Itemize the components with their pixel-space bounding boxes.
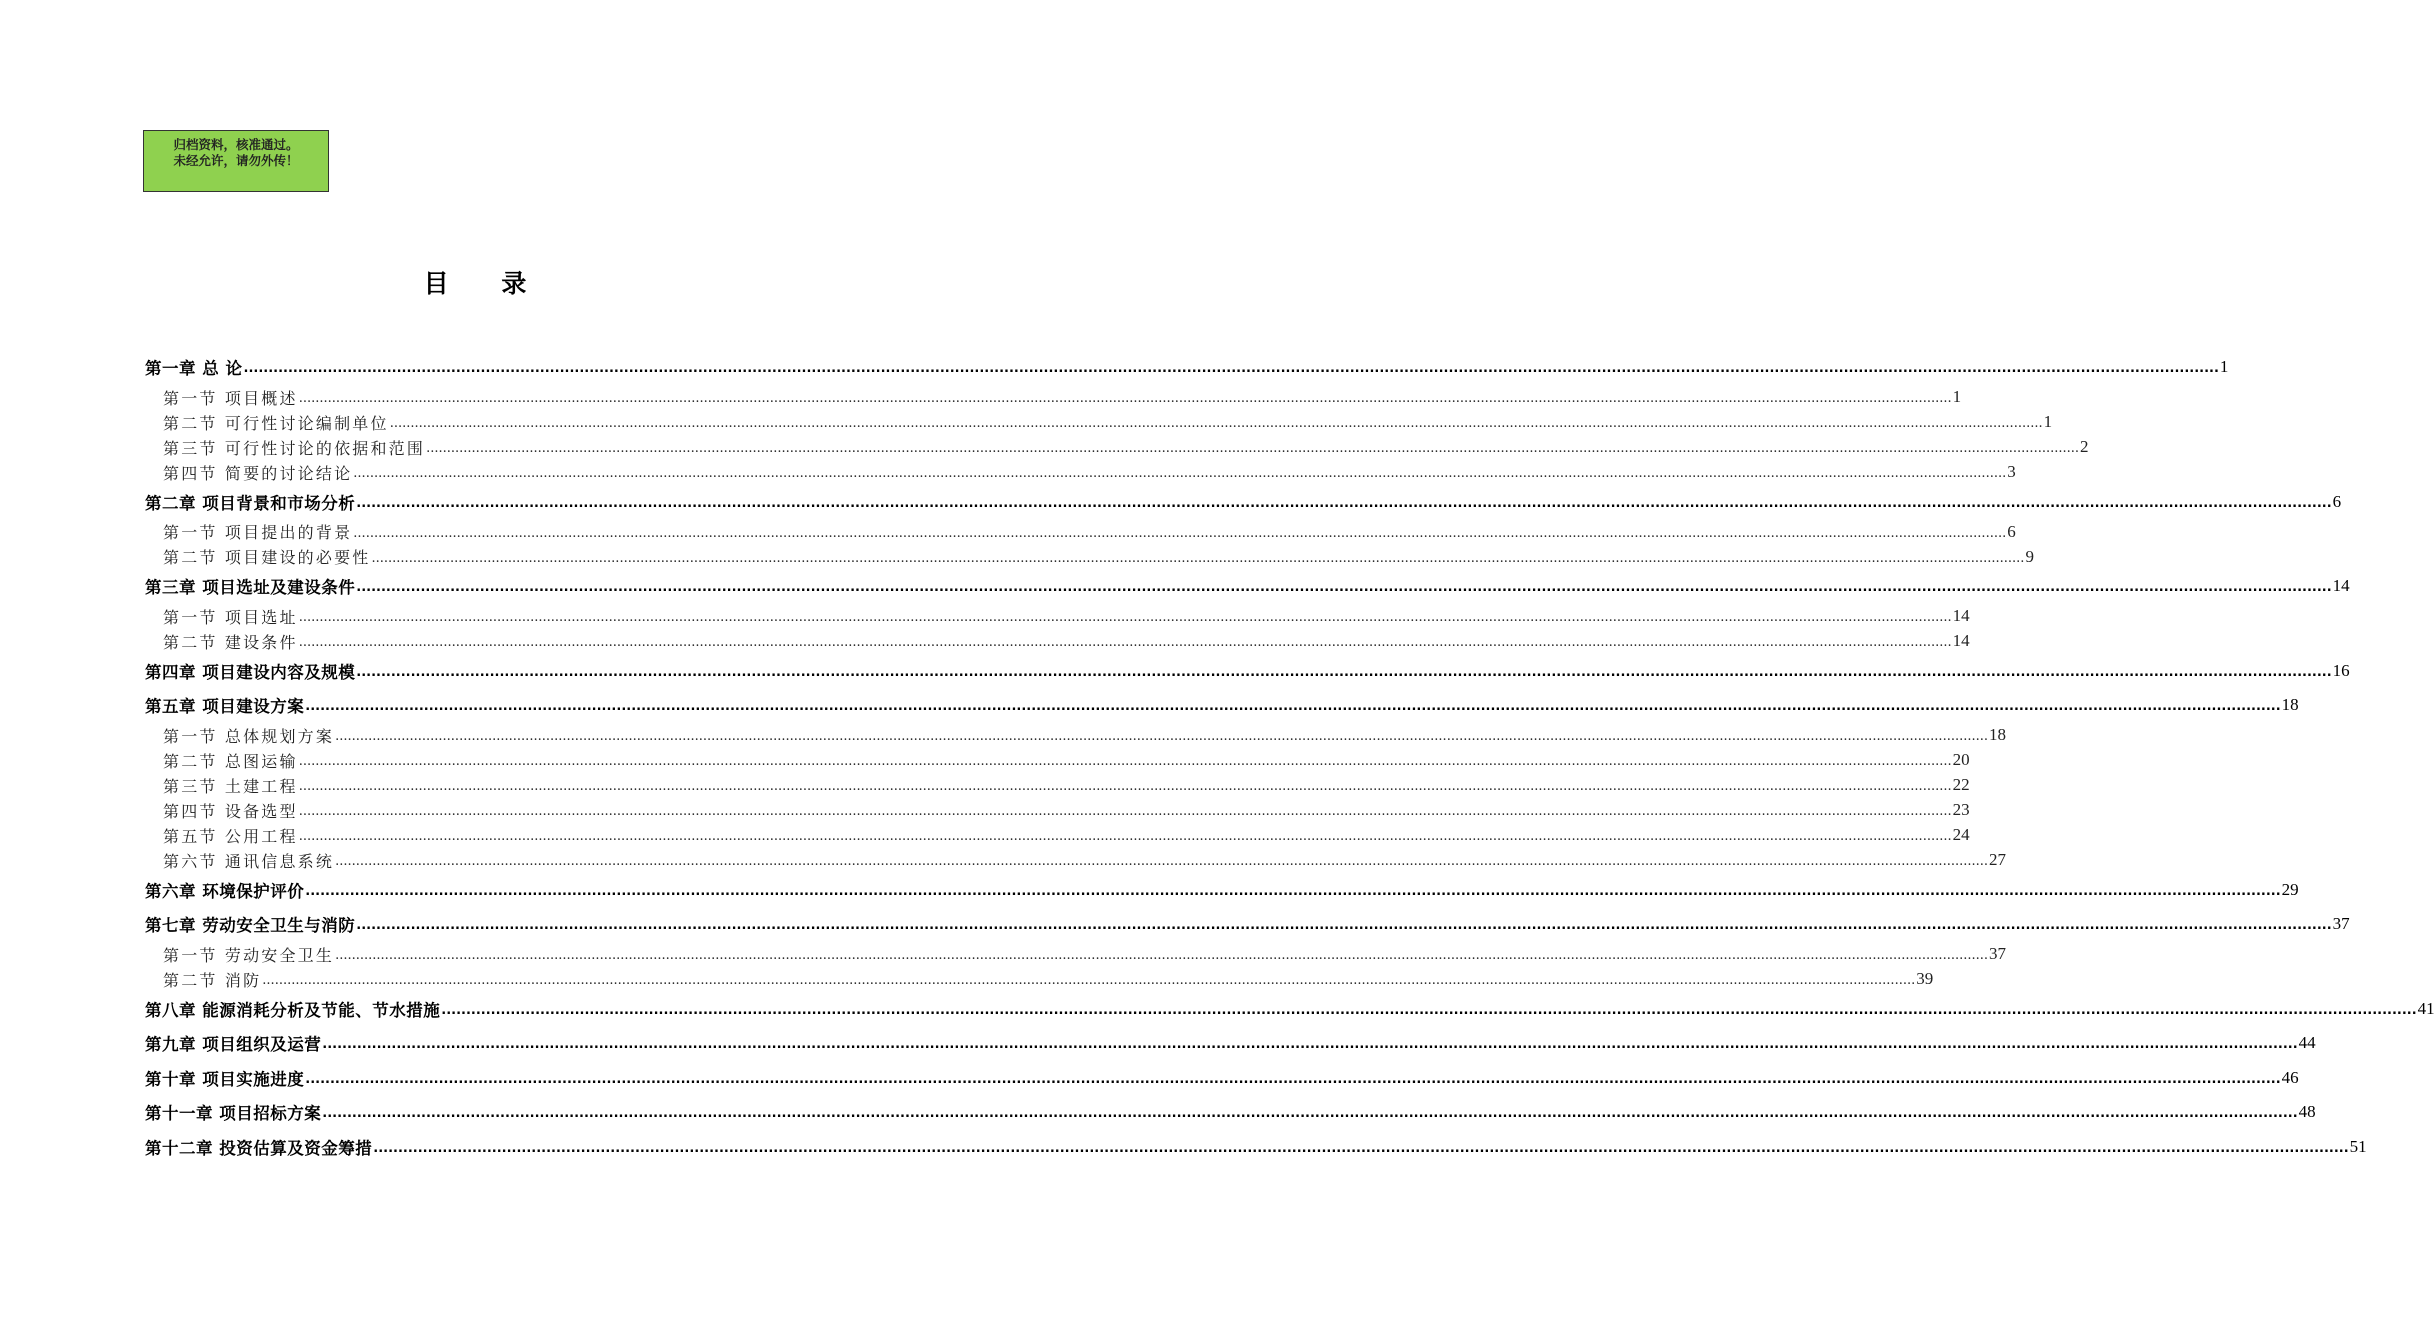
toc-section-entry[interactable] [145, 942, 2007, 967]
toc-dot-leader: ................................................................................................................................................................................................................................................................................................................................................................................................................ [335, 948, 1989, 963]
toc-dot-leader: ................................................................................................................................................................................................................................................................................................................................................................................................................ [298, 391, 1952, 406]
toc-section-entry[interactable] [145, 823, 1970, 848]
toc-entry-label: 第十二章 投资估算及资金筹措 [145, 1138, 373, 1158]
toc-section-entry[interactable] [145, 629, 1970, 654]
toc-section-entry[interactable] [145, 519, 2016, 544]
toc-entry-label: 第二节 可行性讨论编制单位 [163, 413, 389, 433]
toc-page-number: 41 [2417, 998, 2435, 1018]
toc-entry-label: 第五节 公用工程 [163, 826, 298, 846]
toc-section-entry[interactable] [145, 604, 1970, 629]
toc-dot-leader: ................................................................................................................................................................................................................................................................................................................................................................................................................ [356, 918, 2332, 934]
toc-page-number: 6 [2007, 521, 2016, 541]
toc-page-number: 29 [2281, 879, 2299, 899]
toc-entry-label: 第九章 项目组织及运营 [145, 1035, 322, 1055]
toc-section-entry[interactable] [145, 773, 1970, 798]
toc-page-number: 14 [2332, 576, 2350, 596]
toc-page-number: 2 [2080, 437, 2089, 456]
toc-dot-leader: ................................................................................................................................................................................................................................................................................................................................................................................................................ [298, 779, 1952, 794]
toc-section-entry[interactable] [145, 385, 1962, 410]
toc-entry-label: 第一节 项目提出的背景 [163, 523, 353, 542]
toc-entry-label: 第十章 项目实施进度 [145, 1069, 305, 1089]
toc-section-entry[interactable] [145, 798, 1970, 823]
archive-stamp [143, 130, 329, 192]
toc-page-number: 37 [1989, 944, 2007, 963]
toc-page-number: 3 [2007, 462, 2016, 481]
toc-entry-label: 第四节 设备选型 [163, 801, 298, 821]
toc-page-number: 22 [1952, 775, 1970, 794]
toc-page-number: 6 [2332, 491, 2342, 511]
toc-dot-leader: ................................................................................................................................................................................................................................................................................................................................................................................................................ [322, 1037, 2298, 1053]
toc-dot-leader: ................................................................................................................................................................................................................................................................................................................................................................................................................ [322, 1106, 2298, 1122]
toc-dot-leader: ................................................................................................................................................................................................................................................................................................................................................................................................................ [353, 525, 2007, 541]
toc-entry-label: 第一节 总体规划方案 [163, 726, 335, 746]
toc-section-entry[interactable] [145, 410, 2053, 435]
toc-dot-leader: ................................................................................................................................................................................................................................................................................................................................................................................................................ [262, 973, 1916, 988]
toc-chapter-entry[interactable] [145, 654, 2350, 689]
page-title: 目 录 [423, 269, 549, 298]
toc-chapter-entry[interactable] [145, 569, 2350, 604]
toc-page-number: 14 [1952, 631, 1970, 650]
toc-chapter-entry[interactable] [145, 688, 2299, 723]
toc-dot-leader: ................................................................................................................................................................................................................................................................................................................................................................................................................ [298, 635, 1952, 650]
toc-entry-label: 第二节 消防 [163, 970, 262, 990]
toc-entry-label: 第四章 项目建设内容及规模 [145, 662, 356, 682]
toc-chapter-entry[interactable] [145, 1130, 2367, 1165]
toc-dot-leader: ................................................................................................................................................................................................................................................................................................................................................................................................................ [389, 416, 2043, 431]
toc-page-number: 18 [1989, 725, 2007, 744]
toc-entry-label: 第六章 环境保护评价 [145, 881, 305, 901]
toc-page-number: 20 [1952, 750, 1970, 769]
toc-entry-label: 第六节 通讯信息系统 [163, 851, 335, 871]
toc-entry-label: 第七章 劳动安全卫生与消防 [145, 916, 356, 936]
toc-dot-leader: ................................................................................................................................................................................................................................................................................................................................................................................................................ [298, 610, 1952, 625]
toc-section-entry[interactable] [145, 435, 2089, 460]
toc-entry-label: 第一节 项目选址 [163, 607, 298, 627]
toc-entry-label: 第二节 总图运输 [163, 751, 298, 771]
toc-dot-leader: ................................................................................................................................................................................................................................................................................................................................................................................................................ [298, 804, 1952, 819]
toc-dot-leader: ................................................................................................................................................................................................................................................................................................................................................................................................................ [353, 466, 2007, 481]
toc-dot-leader: ................................................................................................................................................................................................................................................................................................................................................................................................................ [371, 550, 2025, 566]
toc-page-number: 14 [1952, 606, 1970, 625]
toc-entry-label: 第一节 项目概述 [163, 388, 298, 408]
toc-chapter-entry[interactable] [145, 1026, 2316, 1061]
toc-dot-leader: ................................................................................................................................................................................................................................................................................................................................................................................................................ [356, 495, 2332, 511]
toc-entry-label: 第十一章 项目招标方案 [145, 1104, 322, 1124]
toc-section-entry[interactable] [145, 460, 2016, 485]
toc-entry-label: 第四节 简要的讨论结论 [163, 463, 353, 483]
toc-dot-leader: ................................................................................................................................................................................................................................................................................................................................................................................................................ [298, 754, 1952, 769]
toc-page-number: 16 [2332, 660, 2350, 680]
toc-page-number: 24 [1952, 825, 1970, 844]
toc-entry-label: 第一章 总 论 [145, 359, 243, 379]
toc-section-entry[interactable] [145, 848, 2007, 873]
toc-page-number: 46 [2281, 1067, 2299, 1087]
toc-entry-label: 第三节 可行性讨论的依据和范围 [163, 438, 426, 458]
toc-section-entry[interactable] [145, 723, 2007, 748]
toc-dot-leader: ................................................................................................................................................................................................................................................................................................................................................................................................................ [335, 729, 1989, 744]
toc-entry-label: 第二章 项目背景和市场分析 [145, 493, 356, 513]
toc-page-number: 37 [2332, 914, 2350, 934]
toc-chapter-entry[interactable] [145, 992, 2435, 1027]
toc-page-number: 1 [2043, 412, 2053, 431]
toc-chapter-entry[interactable] [145, 907, 2350, 942]
toc-section-entry[interactable] [145, 544, 2034, 569]
toc-chapter-entry[interactable] [145, 485, 2342, 520]
toc-section-entry[interactable] [145, 967, 1934, 992]
toc-page-number: 23 [1952, 800, 1970, 819]
toc-dot-leader: ................................................................................................................................................................................................................................................................................................................................................................................................................ [373, 1140, 2349, 1156]
toc-dot-leader: ................................................................................................................................................................................................................................................................................................................................................................................................................ [441, 1002, 2417, 1018]
toc-page-number: 1 [2219, 357, 2229, 377]
toc-page-number: 18 [2281, 695, 2299, 715]
toc-chapter-entry[interactable] [145, 1061, 2299, 1096]
toc-entry-label: 第二节 项目建设的必要性 [163, 548, 371, 567]
toc-dot-leader: ................................................................................................................................................................................................................................................................................................................................................................................................................ [298, 829, 1952, 844]
toc-section-entry[interactable] [145, 748, 1970, 773]
stamp-line-2: 未经允许，请勿外传！ [173, 153, 299, 168]
toc-chapter-entry[interactable] [145, 350, 2229, 385]
toc-dot-leader: ................................................................................................................................................................................................................................................................................................................................................................................................................ [335, 854, 1989, 869]
toc-dot-leader: ................................................................................................................................................................................................................................................................................................................................................................................................................ [305, 699, 2281, 715]
toc-entry-label: 第八章 能源消耗分析及节能、节水措施 [145, 1000, 441, 1020]
toc-page-number: 48 [2298, 1102, 2316, 1122]
toc-chapter-entry[interactable] [145, 873, 2299, 908]
toc-dot-leader: ................................................................................................................................................................................................................................................................................................................................................................................................................ [305, 883, 2281, 899]
toc-page-number: 1 [1952, 387, 1962, 406]
stamp-line-1: 归档资料，核准通过。 [173, 137, 299, 152]
toc-dot-leader: ................................................................................................................................................................................................................................................................................................................................................................................................................ [356, 580, 2332, 596]
toc-entry-label: 第三章 项目选址及建设条件 [145, 578, 356, 598]
toc-chapter-entry[interactable] [145, 1095, 2316, 1130]
toc-entry-label: 第五章 项目建设方案 [145, 697, 305, 717]
toc-page-number: 51 [2349, 1136, 2367, 1156]
toc-entry-label: 第二节 建设条件 [163, 632, 298, 652]
toc-page-number: 27 [1989, 850, 2007, 869]
table-of-contents [145, 350, 2435, 1164]
toc-page-number: 44 [2298, 1033, 2316, 1053]
toc-page-number: 9 [2025, 546, 2034, 566]
toc-dot-leader: ................................................................................................................................................................................................................................................................................................................................................................................................................ [426, 441, 2080, 456]
toc-dot-leader: ................................................................................................................................................................................................................................................................................................................................................................................................................ [356, 664, 2332, 680]
toc-entry-label: 第一节 劳动安全卫生 [163, 945, 335, 965]
toc-dot-leader: ................................................................................................................................................................................................................................................................................................................................................................................................................ [243, 361, 2219, 377]
toc-entry-label: 第三节 土建工程 [163, 776, 298, 796]
toc-page-number: 39 [1916, 969, 1934, 988]
toc-dot-leader: ................................................................................................................................................................................................................................................................................................................................................................................................................ [305, 1071, 2281, 1087]
